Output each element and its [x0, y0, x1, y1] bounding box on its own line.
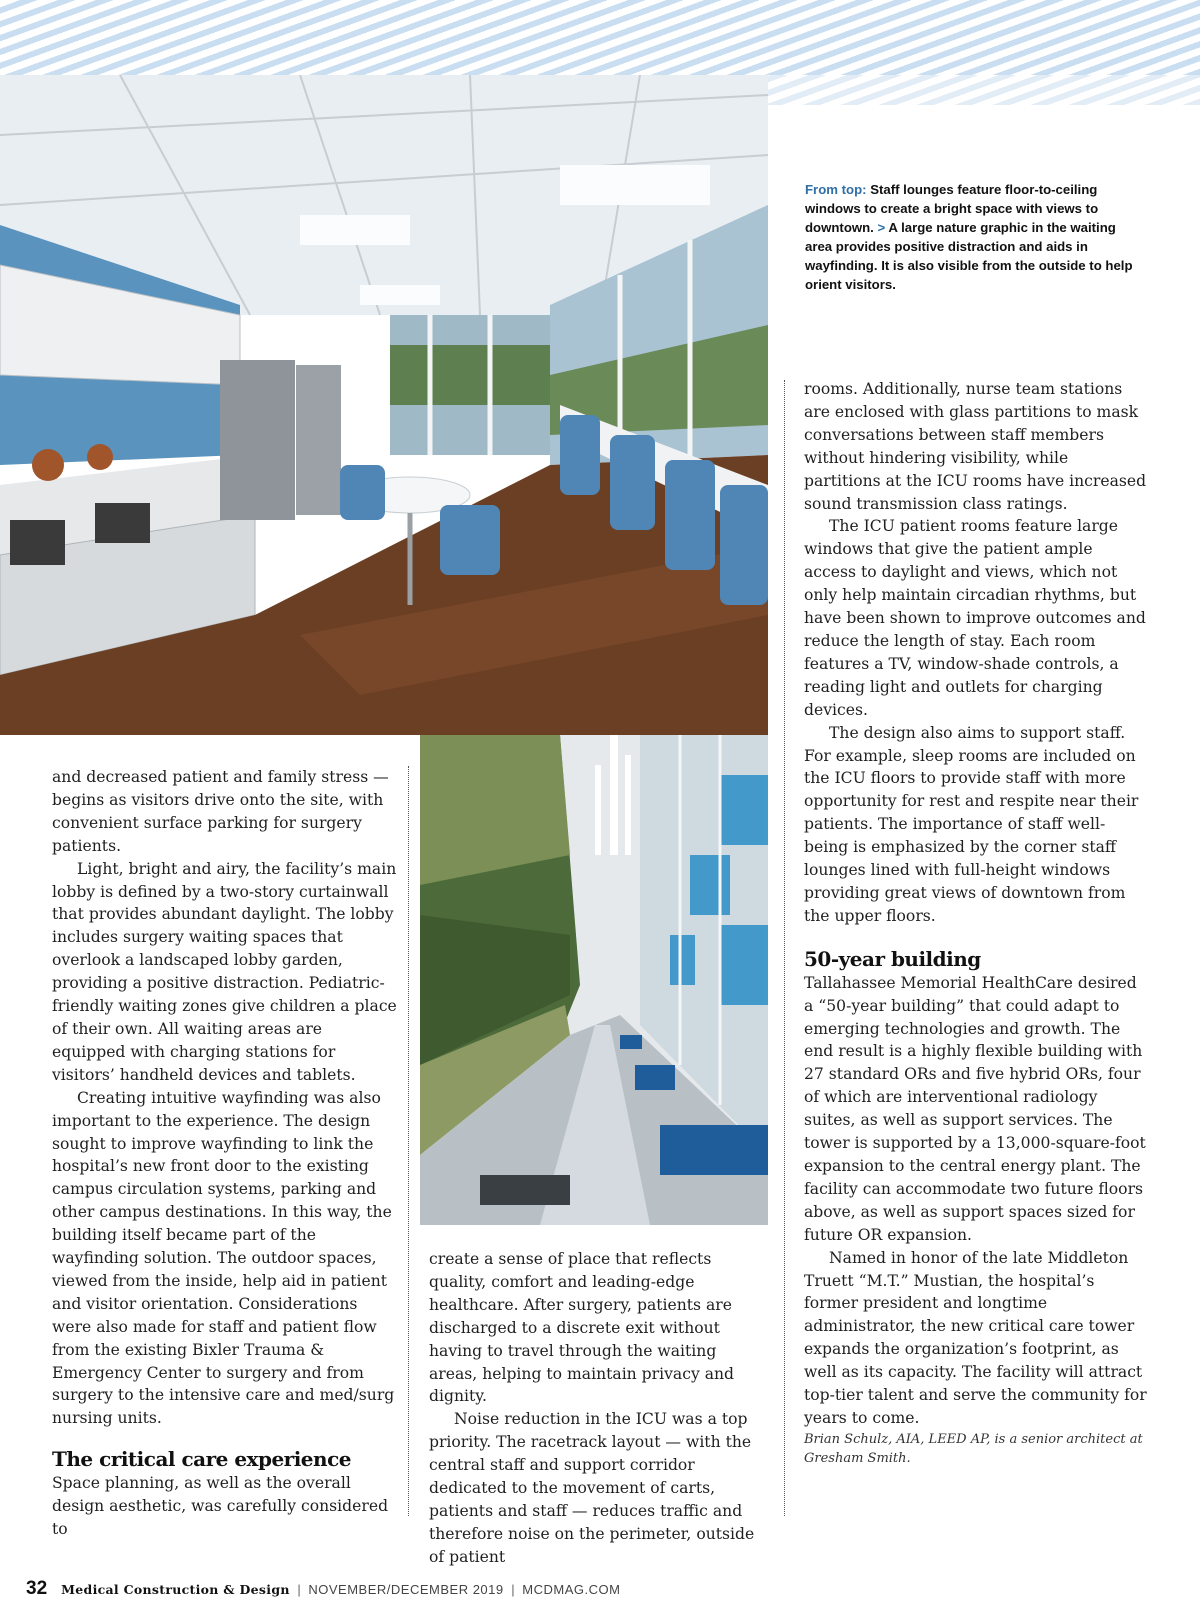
middle-paragraph-2: Noise reduction in the ICU was a top priority. The racetrack layout — with the central staff and support corridor dedicated to the movement of carts, patients and staff — reduces traffic and therefore noise on the perimeter, outside of patient: [429, 1410, 755, 1566]
website-link[interactable]: MCDMAG.COM: [522, 1582, 621, 1597]
page-number: 32: [26, 1578, 48, 1599]
waiting-corridor-illustration: [420, 735, 768, 1225]
footer-separator: |: [511, 1582, 515, 1597]
page-footer: [26, 1578, 1176, 1602]
decorative-stripe-fade: [760, 75, 1200, 105]
left-paragraph-1: and decreased patient and family stress — begins as visitors drive onto the site, with convenient surface parking for surgery patients.: [52, 768, 389, 855]
right-paragraph-4: Tallahassee Memorial HealthCare desired a “50-year building” that could adapt to emerging technologies and growth. The end result is a highly flexible building with 27 standard ORs and five hybrid ORs, four of which are interventional radiology suites, as well as support services. The tower is supported by a 13,000-square-foot expansion to the central energy plant. The facility can accommodate two future floors above, as well as support spaces sized for future OR expansion.: [804, 973, 1146, 1244]
left-paragraph-2: Light, bright and airy, the facility’s main lobby is defined by a two-story curtainwall that provides abundant daylight. The lobby includes surgery waiting spaces that overlook a landscaped lobby garden, providing a positive distraction. Pediatric-friendly waiting zones give children a place of their own. All waiting areas are equipped with charging stations for visitors’ handheld devices and tablets.: [52, 859, 397, 1084]
right-paragraph-3: The design also aims to support staff. For example, sleep rooms are included on the ICU floors to provide staff with more opportunity for rest and respite near their patients. The importance of staff well-being is emphasized by the corner staff lounges lined with full-height windows providing great views of downtown from the upper floors.: [804, 723, 1139, 925]
left-paragraph-3: Creating intuitive wayfinding was also important to the experience. The design sought to improve wayfinding to link the hospital’s new front door to the existing campus circulation systems, parking and other campus destinations. In this way, the building itself became part of the wayfinding solution. The outdoor spaces, viewed from the inside, help aid in patient and visitor orientation. Considerations were also made for staff and patient flow from the existing Bixler Trauma & Emergency Center to surgery and from surgery to the intensive care and med/surg nursing units.: [52, 1088, 395, 1428]
magazine-title: Medical Construction & Design: [61, 1582, 290, 1597]
issue-date: NOVEMBER/DECEMBER 2019: [308, 1582, 504, 1597]
caption-arrow-glyph: >: [877, 220, 886, 235]
caption-lead: From top:: [805, 182, 867, 197]
right-paragraph-5: Named in honor of the late Middleton Truett “M.T.” Mustian, the hospital’s former president and longtime administrator, the new critical care tower expands the organization’s footprint, as well as its capacity. The facility will attract top-tier talent and serve the community for years to come.: [804, 1248, 1147, 1427]
photo-caption: [805, 180, 1145, 294]
author-byline: Brian Schulz, AIA, LEED AP, is a senior architect at Gresham Smith.: [804, 1431, 1143, 1466]
right-paragraph-2: The ICU patient rooms feature large windows that give the patient ample access to daylight and views, which not only help maintain circadian rhythms, but have been shown to improve outcomes and reduce the length of stay. Each room features a TV, window-shade controls, a reading light and outlets for charging devices.: [804, 517, 1146, 719]
article-column-left: [52, 766, 397, 1541]
waiting-corridor-photo: [420, 735, 768, 1225]
column-divider-right: [784, 380, 785, 1516]
section-heading-50-year-building: 50-year building: [804, 946, 981, 971]
middle-paragraph-1: create a sense of place that reflects quality, comfort and leading-edge healthcare. After surgery, patients are discharged to a discrete exit without having to travel through the waiting areas, helping to maintain privacy and dignity.: [429, 1250, 735, 1406]
footer-separator: |: [297, 1582, 301, 1597]
column-divider-left: [408, 766, 409, 1516]
right-paragraph-1: rooms. Additionally, nurse team stations are enclosed with glass partitions to mask conversations between staff members without hindering visibility, while partitions at the ICU rooms have increased sound transmission class ratings.: [804, 380, 1147, 513]
left-paragraph-4: Space planning, as well as the overall design aesthetic, was carefully considered to: [52, 1474, 389, 1539]
caption-part-1: Staff lounges feature floor-to-ceiling windows to create a bright space with views to downtown.: [805, 182, 1099, 235]
staff-lounge-photo: [0, 75, 768, 735]
decorative-stripe-band: [0, 0, 1200, 75]
article-column-right: [804, 378, 1149, 1468]
article-column-middle: [429, 1248, 764, 1569]
staff-lounge-illustration: [0, 75, 768, 735]
caption-part-2: A large nature graphic in the waiting area provides positive distraction and aids in wayfinding. It is also visible from the outside to help orient visitors.: [805, 220, 1133, 292]
section-heading-critical-care: The critical care experience: [52, 1447, 351, 1472]
